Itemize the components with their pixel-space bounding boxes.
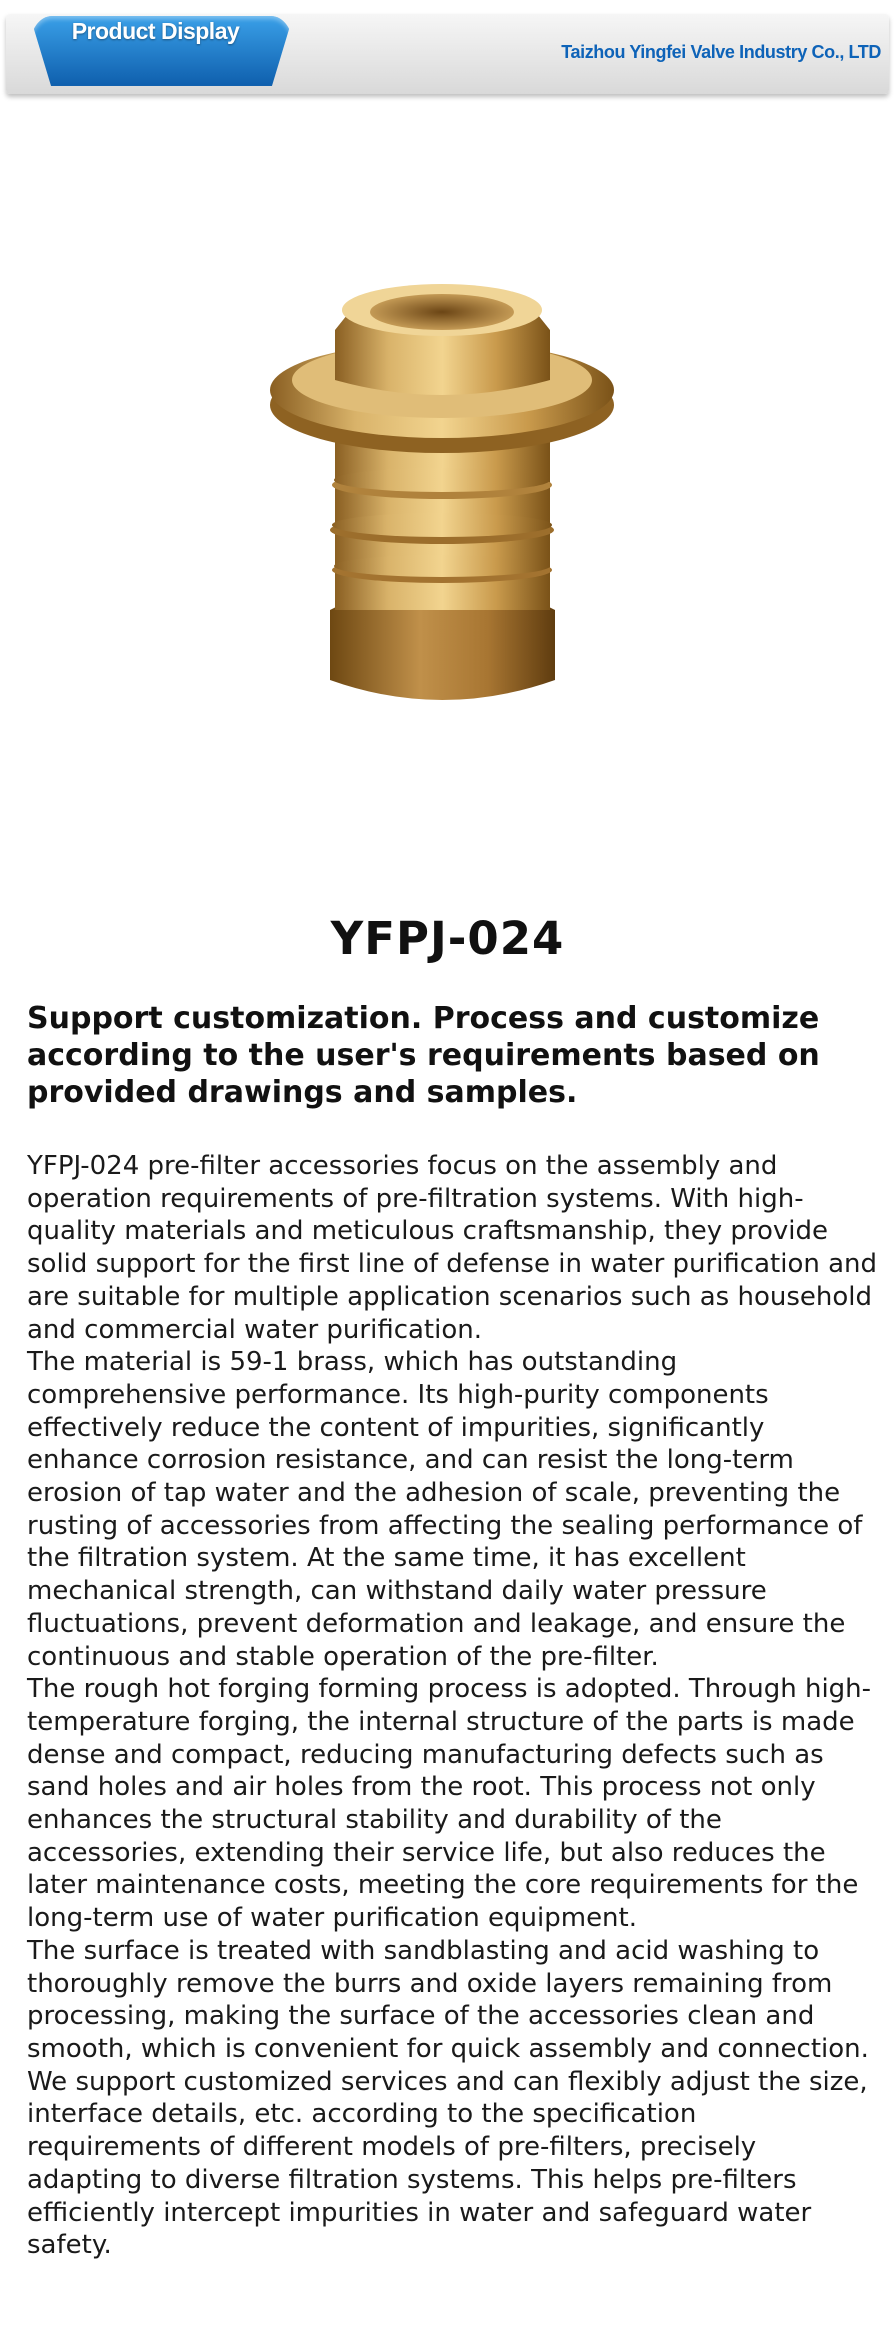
description-paragraph: YFPJ-024 pre-filter accessories focus on the assembly and operation requirements of pre-filtration systems. With high-quality materials and meticulous craftsmanship, they provide solid support for the first line of defense in water purification and are suitable for multiple application scenarios such as household and commercial water purification.: [27, 1151, 878, 1345]
product-description: [27, 1150, 877, 2262]
product-model: YFPJ-024: [330, 912, 565, 965]
description-paragraph: The surface is treated with sandblasting and acid washing to thoroughly remove the burrs and oxide layers remaining from processing, making the surface of the accessories clean and smooth, which is convenient for quick assembly and connection. We support customized services and can flexibly adjust the size, interface details, etc. according to the specification requirements of different models of pre-filters, precisely adapting to diverse filtration systems. This helps pre-filters efficiently intercept impurities in water and safeguard water safety.: [27, 1935, 869, 2261]
description-paragraph: The material is 59-1 brass, which has outstanding comprehensive performance. Its high-purity components effectively reduce the content of impurities, significantly enhance corrosion resistance, and can resist the long-term erosion of tap water and the adhesion of scale, preventing the rusting of accessories from affecting the sealing performance of the filtration system. At the same time, it has excellent mechanical strength, can withstand daily water pressure fluctuations, prevent deformation and leakage, and ensure the continuous and stable operation of the pre-filter.: [27, 1347, 863, 1672]
product-display-tab-label: Product Display: [71, 18, 240, 44]
brass-fitting-image: [270, 280, 615, 720]
company-name: Taizhou Yingfei Valve Industry Co., LTD: [561, 42, 881, 62]
product-headline: Support customization. Process and customize according to the user's requirements based on provided drawings and samples.: [27, 1001, 820, 1110]
description-paragraph: The rough hot forging forming process is adopted. Through high-temperature forging, the internal structure of the parts is made dense and compact, reducing manufacturing defects such as sand holes and air holes from the root. This process not only enhances the structural stability and durability of the accessories, extending their service life, but also reduces the later maintenance costs, meeting the core requirements for the long-term use of water purification equipment.: [27, 1674, 872, 1934]
